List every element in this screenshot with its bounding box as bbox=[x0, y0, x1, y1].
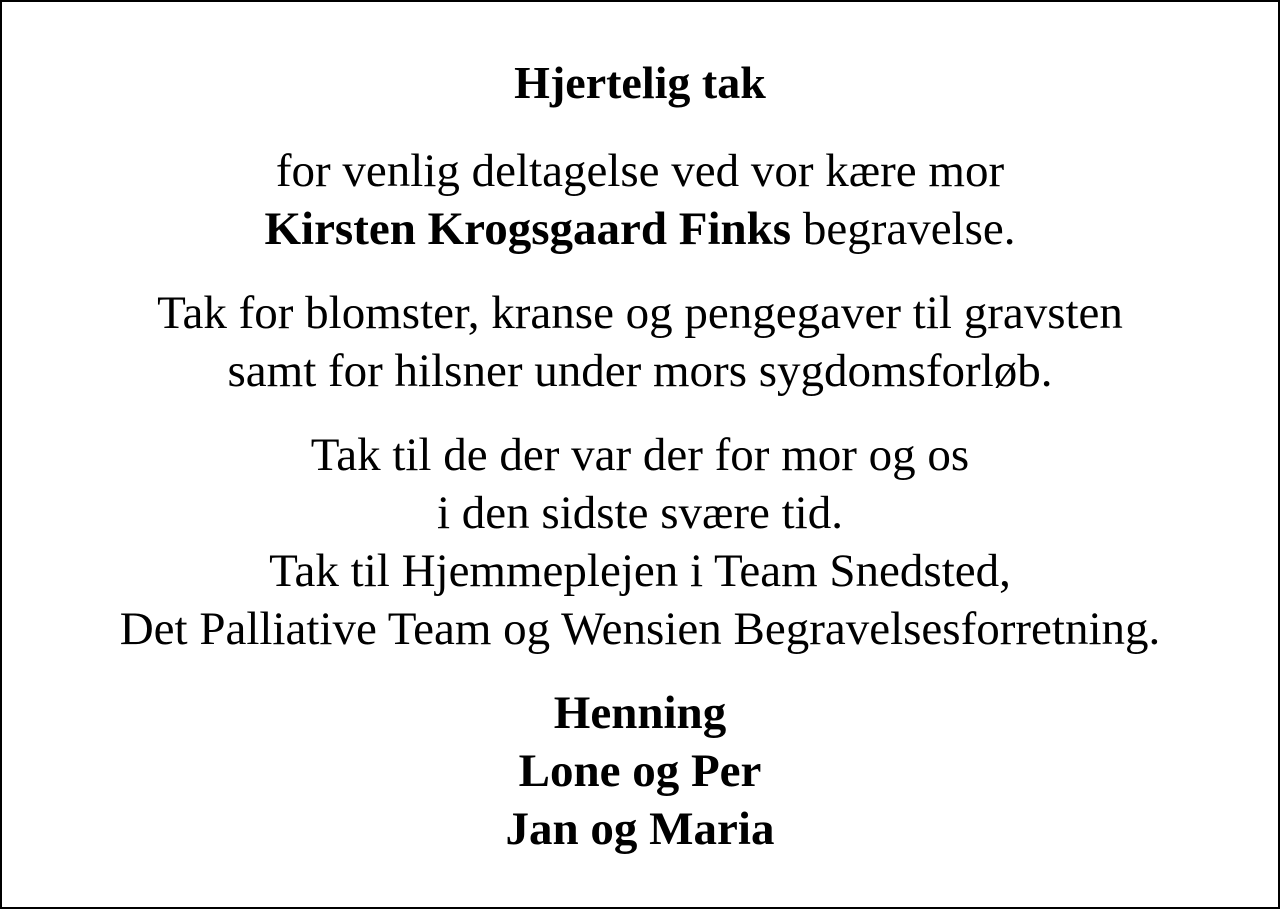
notice-line-hard-time: i den sidste svære tid. bbox=[437, 487, 843, 539]
signature-henning: Henning bbox=[553, 687, 727, 739]
notice-line-participation: for venlig deltagelse ved vor kære mor bbox=[275, 145, 1005, 197]
notice-line-flowers: Tak for blomster, kranse og pengegaver til gravsten bbox=[157, 287, 1123, 339]
deceased-name: Kirsten Krogsgaard Finks bbox=[264, 203, 792, 255]
notice-line-support: Tak til de der var der for mor og os bbox=[310, 429, 970, 481]
signature-jan-maria: Jan og Maria bbox=[505, 803, 775, 855]
notice-line-greetings: samt for hilsner under mors sygdomsforløb. bbox=[227, 345, 1053, 397]
notice-title: Hjertelig tak bbox=[514, 57, 766, 108]
notice-line-palliative: Det Palliative Team og Wensien Begravelsesforretning. bbox=[119, 603, 1161, 655]
notice-line-home-care: Tak til Hjemmeplejen i Team Snedsted, bbox=[269, 545, 1011, 597]
signature-lone-per: Lone og Per bbox=[518, 745, 762, 797]
notice-line-funeral bbox=[2, 202, 1278, 256]
funeral-suffix: begravelse. bbox=[791, 203, 1016, 255]
